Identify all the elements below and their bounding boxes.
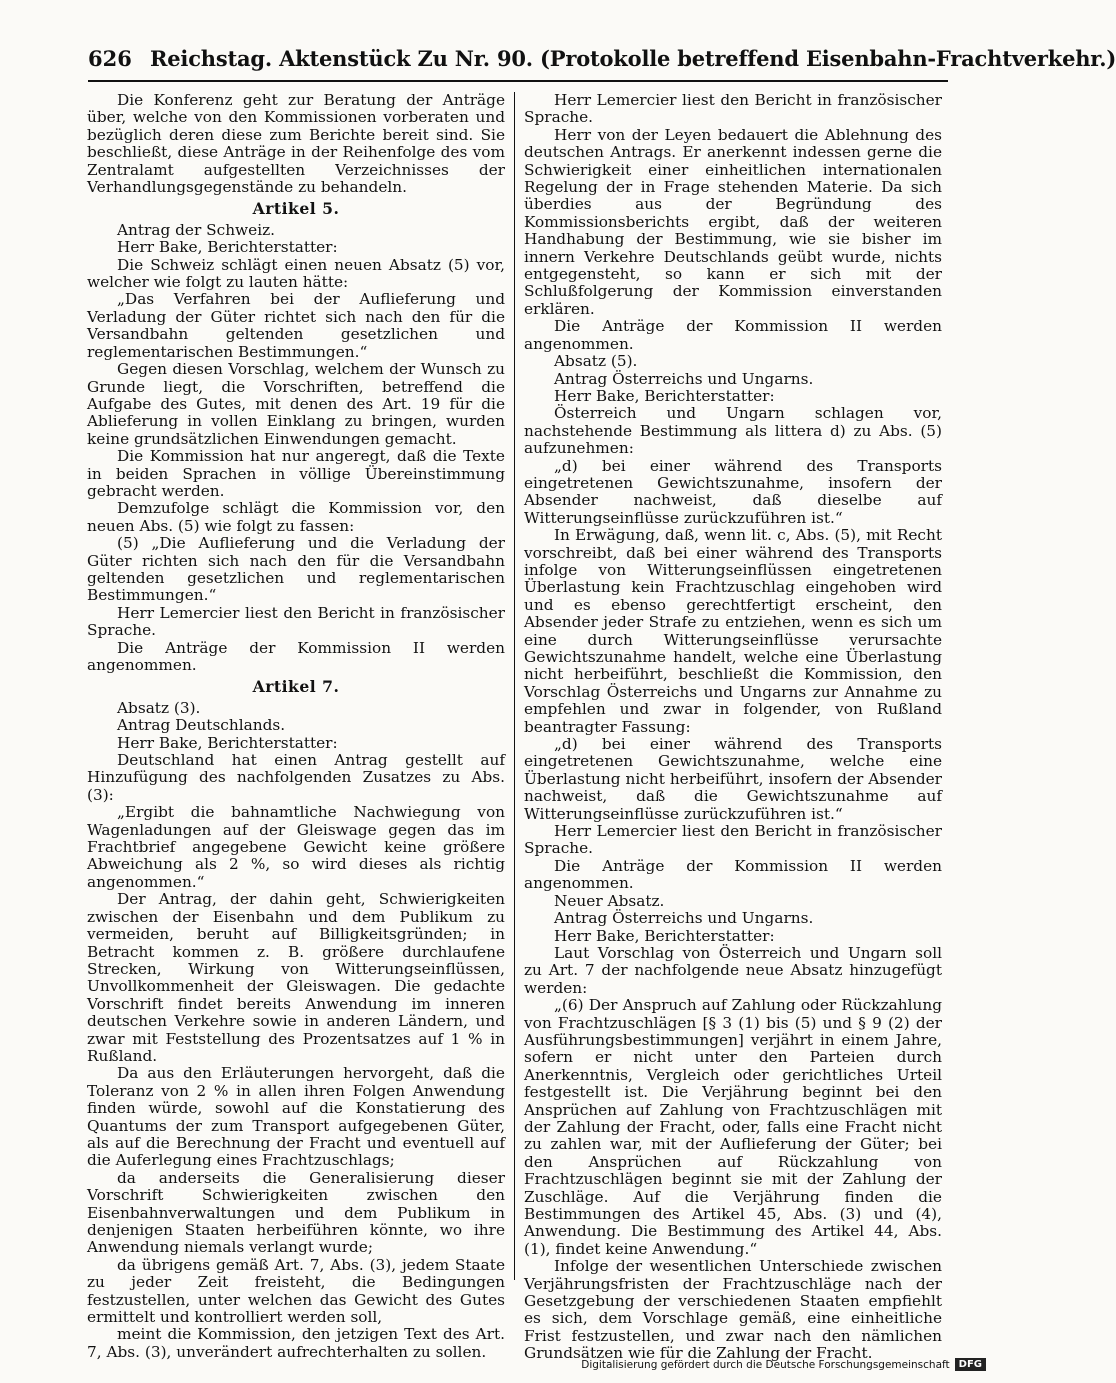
paragraph: „d) bei einer während des Transports eingetretenen Gewichtszunahme, insofern der Absender nachweist, daß dieselbe auf Witterungseinflüsse zurückzuführen ist.“ — [524, 456, 942, 527]
paragraph: Die Anträge der Kommission II werden angenommen. — [524, 856, 942, 893]
right-column — [524, 92, 942, 1363]
footer-credit: Digitalisierung gefördert durch die Deutsche Forschungsgemeinschaft — [581, 1358, 950, 1371]
paragraph: „(6) Der Anspruch auf Zahlung oder Rückzahlung von Frachtzuschlägen [§ 3 (1) bis (5) und § 9 (2) der Ausführungsbestimmungen] verjährt in einem Jahre, sofern er nicht unter den Parteien durch Anerkenntnis, Vergleich oder gerichtliches Urteil festgestellt ist. Die Verjährung beginnt bei den Ansprüchen auf Zahlung von Frachtzuschlägen mit der Zahlung der Fracht, oder, falls eine Fracht nicht zu zahlen war, mit der Auflieferung der Güter; bei den Ansprüchen auf Rückzahlung von Frachtzuschlägen beginnt sie mit der Zahlung der Zuschläge. Auf die Verjährung finden die Bestimmungen des Artikel 45, Abs. (3) und (4), Anwendung. Die Bestimmung des Artikel 44, Abs. (1), findet keine Anwendung.“ — [524, 996, 942, 1258]
paragraph: Herr Bake, Berichterstatter: — [554, 926, 775, 945]
paragraph: „d) bei einer während des Transports eingetretenen Gewichtszunahme, welche eine Überlastung nicht herbeiführt, insofern der Absender nachweist, daß die Gewichtszunahme auf Witterungseinflüsse zurückzuführen ist.“ — [524, 735, 942, 823]
paragraph: Demzufolge schlägt die Kommission vor, den neuen Abs. (5) wie folgt zu fassen: — [87, 499, 505, 535]
section-heading: Artikel 5. — [252, 199, 340, 219]
paragraph: meint die Kommission, den jetzigen Text des Art. 7, Abs. (3), unverändert aufrechterhalten zu sollen. — [87, 1325, 505, 1361]
paragraph: Herr Lemercier liest den Bericht in französischer Sprache. — [524, 91, 942, 127]
paragraph: Herr Bake, Berichterstatter: — [117, 238, 338, 257]
paragraph: Die Schweiz schlägt einen neuen Absatz (5) vor, welcher wie folgt zu lauten hätte: — [87, 255, 505, 292]
paragraph: „Das Verfahren bei der Auflieferung und Verladung der Güter richtet sich nach den für die Versandbahn geltenden gesetzlichen und reglementarischen Bestimmungen.“ — [87, 290, 505, 361]
paragraph: Absatz (3). — [117, 698, 201, 717]
paragraph: Deutschland hat einen Antrag gestellt auf Hinzufügung des nachfolgenden Zusatzes zu Abs. (3): — [87, 751, 505, 804]
column-divider — [514, 92, 515, 1280]
paragraph: Die Anträge der Kommission II werden angenommen. — [87, 638, 505, 674]
paragraph: Da aus den Erläuterungen hervorgeht, daß die Toleranz von 2 % in allen ihren Folgen Anwendung finden würde, sowohl auf die Konstatierung des Quantums der zum Transport aufgegebenen Güter, als auf die Berechnung der Fracht und eventuell auf die Auferlegung eines Frachtzuschlags; — [87, 1064, 505, 1170]
paragraph: da übrigens gemäß Art. 7, Abs. (3), jedem Staate zu jeder Zeit freisteht, die Bedingungen festzustellen, unter welchen das Gewicht des Gutes ermittelt und kontrolliert werden soll, — [87, 1255, 505, 1327]
footer — [581, 1358, 986, 1371]
paragraph: Der Antrag, der dahin geht, Schwierigkeiten zwischen der Eisenbahn und dem Publikum zu vermeiden, beruht auf Billigkeitsgründen; in Betracht kommen z. B. größere durchlaufene Strecken, Wirkung von Witterungseinflüssen, Unvollkommenheit der Gleiswagen. Die gedachte Vorschrift findet bereits Anwendung im inneren deutschen Verkehre sowie in anderen Ländern, und zwar mit Feststellung des Prozentsatzes auf 1 % in Rußland. — [87, 890, 505, 1065]
paragraph: In Erwägung, daß, wenn lit. c, Abs. (5), mit Recht vorschreibt, daß bei einer während des Transports infolge von Witterungseinflüssen eingetretenen Überlastung kein Frachtzuschlag eingehoben wird und es ebenso gerechtfertigt erscheint, den Absender jeder Strafe zu entziehen, wenn es sich um eine durch Witterungseinflüsse verursachte Gewichtszunahme handelt, welche eine Überlastung nicht herbeiführt, beschließt die Kommission, den Vorschlag Österreichs und Ungarns zur Annahme zu empfehlen und zwar in folgender, von Rußland beantragter Fassung: — [524, 526, 942, 736]
running-title: Reichstag. Aktenstück Zu Nr. 90. (Protokolle betreffend Eisenbahn-Frachtverkehr.) — [150, 46, 1116, 71]
paragraph: „Ergibt die bahnamtliche Nachwiegung von Wagenladungen auf der Gleiswage gegen das im Frachtbrief angegebene Gewicht keine größere Abweichung als 2 %, so wird dieses als richtig angenommen.“ — [87, 803, 505, 891]
paragraph: Antrag Österreichs und Ungarns. — [554, 909, 814, 928]
paragraph: Österreich und Ungarn schlagen vor, nachstehende Bestimmung als littera d) zu Abs. (5) aufzunehmen: — [524, 404, 942, 458]
paragraph: Antrag Österreichs und Ungarns. — [554, 369, 814, 388]
paragraph: Antrag der Schweiz. — [117, 220, 276, 239]
paragraph: Antrag Deutschlands. — [117, 716, 286, 735]
paragraph: Die Kommission hat nur angeregt, daß die Texte in beiden Sprachen in völlige Übereinstimmung gebracht werden. — [87, 447, 505, 500]
section-heading: Artikel 7. — [252, 677, 340, 697]
paragraph: Gegen diesen Vorschlag, welchem der Wunsch zu Grunde liegt, die Vorschriften, betreffend die Aufgabe des Gutes, mit denen des Art. 19 für die Ablieferung in vollen Einklang zu bringen, wurden keine grundsätzlichen Einwendungen gemacht. — [87, 360, 505, 448]
paragraph: Herr Bake, Berichterstatter: — [554, 386, 775, 405]
paragraph: Die Konferenz geht zur Beratung der Anträge über, welche von den Kommissionen vorberaten und bezüglich deren diese zum Berichte bereit sind. Sie beschließt, diese Anträge in der Reihenfolge des vom Zentralamt aufgestellten Verzeichnisses der Verhandlungsgegenstände zu behandeln. — [87, 91, 505, 197]
page-header — [88, 40, 1116, 82]
dfg-logo: DFG — [955, 1358, 986, 1371]
paragraph: Absatz (5). — [554, 352, 638, 371]
paragraph: da anderseits die Generalisierung dieser Vorschrift Schwierigkeiten zwischen den Eisenbahnverwaltungen und dem Publikum in denjenigen Staaten herbeiführen könnte, wo ihre Anwendung niemals verlangt wurde; — [87, 1168, 505, 1257]
paragraph: Herr von der Leyen bedauert die Ablehnung des deutschen Antrags. Er anerkennt indessen gerne die Schwierigkeit einer einheitlichen internationalen Regelung der in Frage stehenden Materie. Da sich überdies aus der Begründung des Kommissionsberichts ergibt, daß der weiteren Handhabung der Bestimmung, wie sie bisher im innern Verkehre Deutschlands geübt wurde, nichts entgegensteht, so kann er sich mit der Schlußfolgerung der Kommission einverstanden erklären. — [524, 125, 942, 318]
paragraph: Laut Vorschlag von Österreich und Ungarn soll zu Art. 7 der nachfolgende neue Absatz hinzugefügt werden: — [524, 943, 942, 997]
paragraph: Infolge der wesentlichen Unterschiede zwischen Verjährungsfristen der Frachtzuschläge nach der Gesetzgebung der verschiedenen Staaten empfiehlt es sich, dem Vorschlage gemäß, eine einheitliche Frist festzustellen, und zwar nach den nämlichen Grundsätzen wie für die Zahlung der Fracht. — [524, 1257, 942, 1363]
paragraph: Herr Lemercier liest den Bericht in französischer Sprache. — [524, 822, 942, 858]
paragraph: (5) „Die Auflieferung und die Verladung der Güter richten sich nach den für die Versandbahn geltenden gesetzlichen und reglementarischen Bestimmungen.“ — [87, 534, 505, 605]
left-column — [87, 92, 505, 1361]
paragraph: Die Anträge der Kommission II werden angenommen. — [524, 317, 942, 353]
paragraph: Neuer Absatz. — [554, 891, 665, 910]
paragraph: Herr Lemercier liest den Bericht in französischer Sprache. — [87, 603, 505, 640]
paragraph: Herr Bake, Berichterstatter: — [117, 733, 338, 752]
page-number: 626 — [88, 46, 132, 71]
